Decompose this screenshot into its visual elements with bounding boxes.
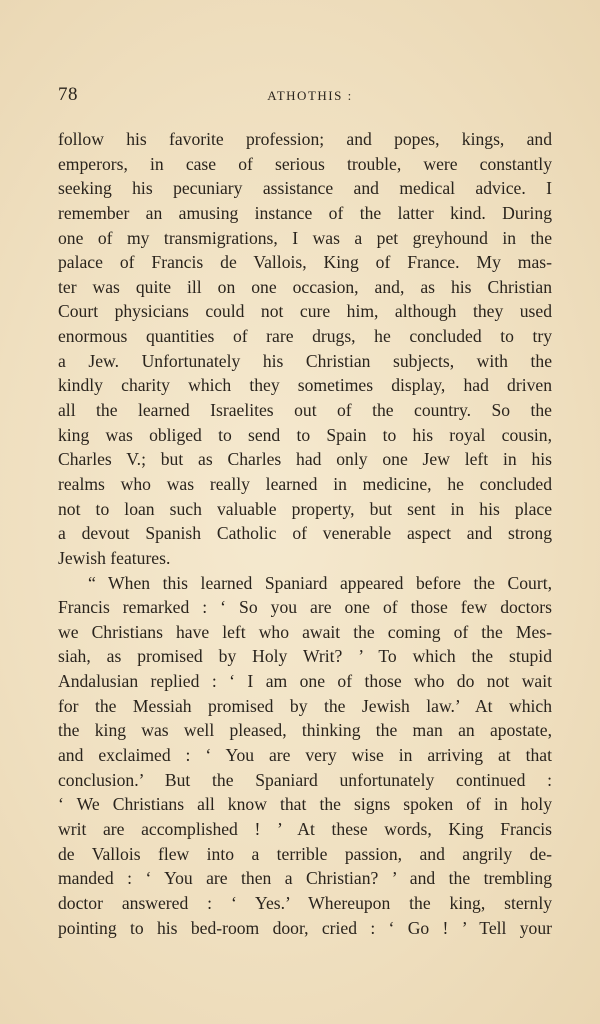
text-line: ter was quite ill on one occasion, and, as his Christian	[58, 276, 552, 297]
text-line: pointing to his bed-room door, cried : ‘ Go ! ’ Tell your	[58, 917, 552, 938]
text-line: a devout Spanish Catholic of venerable aspect and strong	[58, 523, 552, 544]
text-line: the king was well pleased, thinking the man an apostate,	[58, 720, 552, 741]
text-line: Francis remarked : ‘ So you are one of those few doctors	[58, 597, 552, 618]
text-line: not to loan such valuable property, but sent in his place	[58, 498, 552, 519]
text-line: follow his favorite profession; and popes, kings, and	[58, 129, 552, 149]
text-line: all the learned Israelites out of the country. So the	[58, 400, 552, 421]
text-line: kindly charity which they sometimes display, had driven	[58, 375, 552, 396]
text-line: Charles V.; but as Charles had only one Jew left in his	[58, 449, 552, 470]
text-line: manded : ‘ You are then a Christian? ’ and the trembling	[58, 868, 552, 889]
text-line: one of my transmigrations, I was a pet greyhound in the	[58, 227, 552, 248]
text-line: emperors, in case of serious trouble, were constantly	[58, 153, 552, 174]
text-line: remember an amusing instance of the latter kind. During	[58, 202, 552, 223]
text-line: we Christians have left who await the coming of the Mes-	[58, 621, 552, 642]
text-line: ‘ We Christians all know that the signs spoken of in holy	[58, 794, 552, 815]
text-line: realms who was really learned in medicine, he concluded	[58, 473, 552, 494]
text-line: enormous quantities of rare drugs, he concluded to try	[58, 326, 552, 347]
text-line: “ When this learned Spaniard appeared before the Court,	[88, 572, 552, 593]
body-text	[58, 127, 552, 940]
page-header	[58, 84, 552, 108]
text-line: siah, as promised by Holy Writ? ’ To which the stupid	[58, 646, 552, 667]
text-line: a Jew. Unfortunately his Christian subjects, with the	[58, 350, 552, 371]
text-line: doctor answered : ‘ Yes.’ Whereupon the king, sternly	[58, 892, 552, 913]
text-line: Andalusian replied : ‘ I am one of those who do not wait	[58, 671, 552, 692]
running-head: ATHOTHIS :	[267, 88, 353, 103]
text-line: Jewish features.	[58, 547, 171, 568]
text-line: Court physicians could not cure him, although they used	[58, 301, 552, 322]
page-number: 78	[58, 84, 78, 105]
text-line: writ are accomplished ! ’ At these words, King Francis	[58, 818, 552, 839]
text-line: de Vallois flew into a terrible passion, and angrily de-	[58, 843, 552, 864]
text-line: and exclaimed : ‘ You are very wise in arriving at that	[58, 745, 552, 766]
text-line: conclusion.’ But the Spaniard unfortunately continued :	[58, 769, 552, 790]
text-line: seeking his pecuniary assistance and medical advice. I	[58, 178, 552, 199]
text-line: for the Messiah promised by the Jewish law.’ At which	[58, 695, 552, 716]
text-line: palace of Francis de Vallois, King of France. My mas-	[58, 252, 552, 273]
text-line: king was obliged to send to Spain to his royal cousin,	[58, 424, 552, 445]
